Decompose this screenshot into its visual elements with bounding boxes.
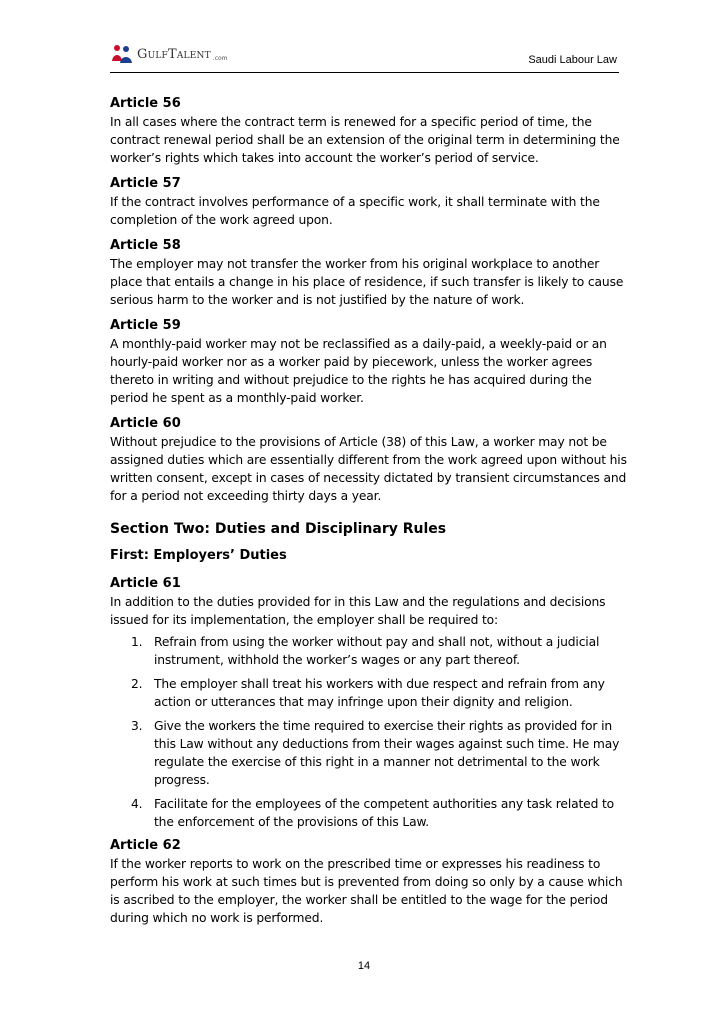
article-title: Article 61 [110, 576, 181, 591]
list-text: The employer shall treat his workers with due respect and refrain from any action or utterances that may infringe upon their dignity and religion. [154, 677, 605, 709]
article-body: If the worker reports to work on the prescribed time or expresses his readiness to perform his work at such times but is prevented from doing so only by a cause which is ascribed to the employer, the worker shall be entitled to the wage for the period during which no work is performed. [110, 857, 623, 925]
article-body: In addition to the duties provided for in this Law and the regulations and decisions issued for its implementation, the employer shall be required to: [110, 595, 606, 627]
duties-list [110, 633, 630, 831]
list-item [110, 717, 630, 789]
page-header [110, 36, 619, 73]
page-content [110, 95, 630, 935]
section-title: Section Two: Duties and Disciplinary Rules [110, 521, 447, 537]
list-item [110, 675, 630, 711]
article-title: Article 62 [110, 838, 181, 853]
article-title: Article 57 [110, 176, 181, 191]
list-number: 1. [131, 635, 143, 649]
article-body: In all cases where the contract term is renewed for a specific period of time, the contract renewal period shall be an extension of the original term in determining the worker’s rights which takes into account the worker’s period of service. [110, 115, 620, 165]
header-title: Saudi Labour Law [528, 54, 617, 66]
article-60 [110, 415, 630, 505]
article-body: The employer may not transfer the worker from his original workplace to another place that entails a change in his place of residence, if such transfer is likely to cause serious harm to the worker and is not justified by the nature of work. [110, 257, 624, 307]
list-text: Facilitate for the employees of the competent authorities any task related to the enforcement of the provisions of this Law. [154, 797, 615, 829]
article-58 [110, 237, 630, 309]
article-body: If the contract involves performance of a specific work, it shall terminate with the completion of the work agreed upon. [110, 195, 600, 227]
list-text: Give the workers the time required to exercise their rights as provided for in this Law without any deductions from their wages against such time. He may regulate the exercise of this right in a manner not detrimental to the work progress. [154, 719, 620, 787]
page-number: 14 [357, 960, 371, 972]
list-number: 4. [131, 797, 143, 811]
article-title: Article 56 [110, 96, 181, 111]
list-number: 3. [131, 719, 143, 733]
article-title: Article 59 [110, 318, 181, 333]
article-title: Article 60 [110, 416, 181, 431]
article-title: Article 58 [110, 238, 181, 253]
list-item [110, 633, 630, 669]
article-56 [110, 95, 630, 167]
list-text: Refrain from using the worker without pay and shall not, without a judicial instrument, withhold the worker’s wages or any part thereof. [154, 635, 600, 667]
list-number: 2. [131, 677, 143, 691]
article-61 [110, 575, 630, 831]
subsection-title: First: Employers’ Duties [110, 548, 287, 563]
logo-text: GulfTalent [137, 46, 211, 62]
article-62 [110, 837, 630, 927]
logo-suffix: .com [212, 55, 228, 62]
list-item [110, 795, 630, 831]
article-body: Without prejudice to the provisions of Article (38) of this Law, a worker may not be assigned duties which are essentially different from the work agreed upon without his written consent, except in cases of necessity dictated by transient circumstances and for a period not exceeding thirty days a year. [110, 435, 627, 503]
people-logo-icon [110, 43, 134, 65]
gulftalent-logo [110, 40, 228, 68]
article-59 [110, 317, 630, 407]
article-57 [110, 175, 630, 229]
article-body: A monthly-paid worker may not be reclassified as a daily-paid, a weekly-paid or an hourly-paid worker nor as a worker paid by piecework, unless the worker agrees thereto in writing and without prejudice to the rights he has acquired during the period he spent as a monthly-paid worker. [110, 337, 607, 405]
